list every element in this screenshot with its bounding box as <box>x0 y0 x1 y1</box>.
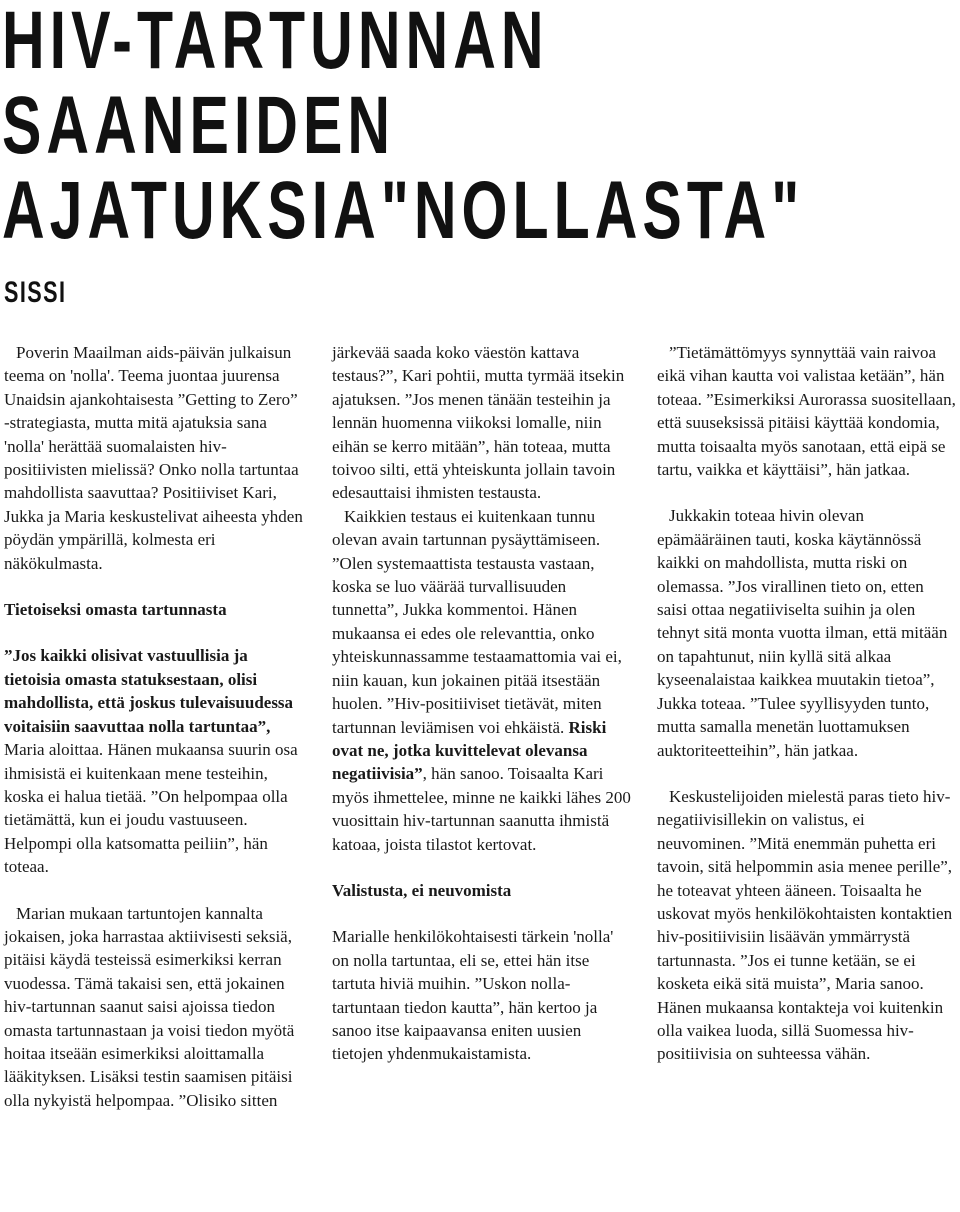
article-column-1 <box>4 341 304 1112</box>
paragraph-text-b: , hän sanoo. Toisaalta Kari myös ihmettelee, minne ne kaikki lähes 200 vuosittain hiv-tartunnan saanutta ihmistä katoaa, joista tilastot kertovat. <box>332 764 631 854</box>
paragraph-text-a: Kaikkien testaus ei kuitenkaan tunnu olevan avain tartunnan pysäyttämiseen. ”Olen systemaattista testausta vastaan, koska se luo väärää turvallisuuden tunnetta”, Jukka kommentoi. Hänen mukaansa ei edes ole relevanttia, onko yhteiskunnassamme testaamattomia vai ei, niin kauan, kun jokainen pitää itsestään huolen. ”Hiv-positiiviset tietävät, miten tartunnan leviämisen voi ehkäistä. <box>332 506 622 737</box>
article-column-3 <box>657 341 957 1066</box>
systematic-testing-paragraph <box>332 505 632 856</box>
pull-quote: ”Jos kaikki olisivat vastuullisia ja tietoisia omasta statuksestaan, olisi mahdollista, että joskus tulevaisuudessa voitaisiin saavuttaa nolla tartuntaa”, <box>4 646 294 736</box>
maria-paragraph: Marialle henkilökohtaisesti tärkein 'nolla' on nolla tartuntaa, eli se, ettei hän itse tartuta hiviä muihin. ”Uskon nolla-tartuntaan tiedon kautta”, hän kertoo ja sanoo itse kaipaavansa eniten uusien tietojen yhdenmukaistamista. <box>332 927 614 1064</box>
subheading-informed: Tietoiseksi omasta tartunnasta <box>4 600 227 620</box>
bold-quote: Riski ovat ne, jotka kuvittelevat olevansa negatiivisia” <box>332 717 607 784</box>
testing-paragraph: Marian mukaan tartuntojen kannalta jokaisen, joka harrastaa aktiivisesti seksiä, pitäisi käydä testeissä esimerkiksi kerran vuodessa. Tämä takaisi sen, että jokainen hiv-tartunnan saanut saisi ajoissa tiedon omasta tartunnastaan ja voisi tiedon myötä hoitaa itseään esimerkiksi aloittamalla lääkityksen. Lisäksi testin saamisen pitäisi olla nykyistä helpompaa. ”Olisiko sitten <box>4 903 295 1110</box>
title-line-3: AJATUKSIA"NOLLASTA" <box>2 165 805 256</box>
title-line-2: SAANEIDEN <box>2 80 396 171</box>
article-title <box>2 0 805 256</box>
conclusion-paragraph: Keskustelijoiden mielestä paras tieto hiv-negatiivisillekin on valistus, ei neuvominen. ”Mitä enemmän puhetta eri tavoin, sitä helpommin asia menee perille”, he toteavat yhteen ääneen. Toisaalta he uskovat myös henkilökohtaisten kontaktien hiv-positiivisiin lisäävän ymmärrystä tartunnasta. ”Jos ei tunne ketään, se ei kosketa eikä sitä muista”, Maria sanoo. Hänen mukaansa kontakteja voi kuitenkin olla vaikea luoda, sillä Suomessa hiv-positiivisia on suhteessa vähän. <box>657 786 953 1064</box>
author-byline: SISSI <box>4 276 67 309</box>
title-line-1: HIV-TARTUNNAN <box>2 0 549 86</box>
jukka-paragraph: Jukkakin toteaa hivin olevan epämääräinen tauti, koska käytännössä kaikki on mahdollista, mutta riski on olemassa. ”Jos virallinen tieto on, etten saisi ottaa negatiiviselta suihin ja olen tehnyt sitä monta vuotta ilman, että mitään on tapahtunut, niin kyllä sitä alkaa kyseenalaistaa kaikkea muutakin tietoa”, Jukka toteaa. ”Tulee syyllisyyden tunto, mutta samalla menetän luottamuksen auktoriteetteihin”, hän jatkaa. <box>657 506 948 760</box>
quote-paragraph <box>4 644 304 878</box>
article-column-2 <box>332 341 632 1066</box>
subheading-education: Valistusta, ei neuvomista <box>332 880 512 900</box>
ignorance-paragraph: ”Tietämättömyys synnyttää vain raivoa eikä vihan kautta voi valistaa ketään”, hän toteaa. ”Esimerkiksi Aurorassa suositellaan, että suuseksissä pitäisi käyttää kondomia, mutta toisaalta myös sanotaan, että eipä se tartu, vaikka et käyttäisi”, hän jatkaa. <box>657 343 956 480</box>
intro-paragraph: Poverin Maailman aids-päivän julkaisun teema on 'nolla'. Teema juontaa juurensa Unaidsin ajankohtaisesta ”Getting to Zero” -strategiasta, mutta mitä ajatuksia sana 'nolla' herättää suomalaisten hiv-positiivisten mielissä? Onko nolla tartuntaa mahdollista saavuttaa? Positiiviset Kari, Jukka ja Maria keskustelivat aiheesta yhden pöydän ympärillä, kolmesta eri näkökulmasta. <box>4 343 303 573</box>
quote-continuation: Maria aloittaa. Hänen mukaansa suurin osa ihmisistä ei kuitenkaan mene testeihin, koska ei halua tietää. ”On helpompaa olla tietämättä, kun ei joudu vastuuseen. Helpompi olla katsomatta peiliin”, hän toteaa. <box>4 740 298 877</box>
continuation-paragraph: järkevää saada koko väestön kattava testaus?”, Kari pohtii, mutta tyrmää itsekin ajatuksen. ”Jos menen tänään testeihin ja lennän huomenna viikoksi lomalle, niin eihän se kerro mitään”, hän toteaa, mutta toivoo silti, että yhteiskunta jollain tavoin edesauttaisi ihmisten testausta. <box>332 343 625 503</box>
